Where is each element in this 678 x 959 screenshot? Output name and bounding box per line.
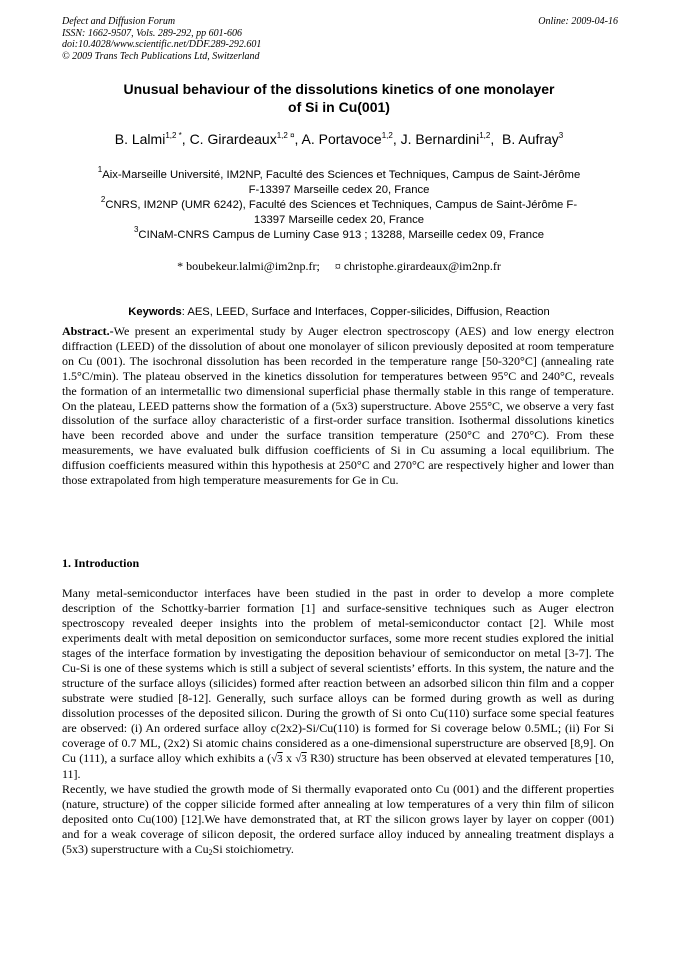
contact-emails: [60, 259, 618, 273]
author-affil-mark: 1,2: [479, 131, 491, 140]
author-list: B. Lalmi$^{1,2 *}$, C. Girardeaux$^{1,2 ¤}$, A. Portavoce$^{1,2}$, J. Bernardini$^{1,2}$, B. Aufray$^3$: [114, 131, 564, 147]
author-name: A. Portavoce: [301, 131, 382, 147]
title-line-1: Unusual behaviour of the dissolutions kinetics of one monolayer: [123, 81, 555, 97]
journal-name: Defect and Diffusion Forum: [62, 16, 176, 27]
author-name: C. Girardeaux: [189, 131, 277, 147]
online-date: Online: 2009-04-16: [538, 16, 618, 27]
affiliation-item: $^1$Aix-Marseille Université, IM2NP, Faculté des Sciences et Techniques, Campus de Saint-Jérôme F-13397 Marseille cedex 20, France: [97, 165, 581, 196]
abstract: [62, 324, 614, 488]
author-affil-mark: 3: [558, 131, 564, 140]
paragraph: Recently, we have studied the growth mode of Si thermally evaporated onto Cu (001) and the different properties (nature, structure) of the copper silicide formed after annealing at low temperatures of a very thin film of silicon deposited onto Cu(100) [12].We have demonstrated that, at RT the silicon grows layer by layer on copper (001) and for a weak coverage of silicon deposit, the ordered surface alloy induced by annealing treatment displays a (5x3) superstructure with a $Cu_2Si$ stoichiometry.: [62, 782, 614, 857]
copyright-line: © 2009 Trans Tech Publications Ltd, Switzerland: [62, 50, 260, 62]
doi-line: doi:10.4028/www.scientific.net/DDF.289-292.601: [62, 39, 262, 50]
author-name: B. Aufray: [501, 131, 559, 147]
email-link[interactable]: * boubekeur.lalmi@im2np.fr;: [177, 259, 320, 273]
email-link[interactable]: ¤ christophe.girardeaux@im2np.fr: [334, 259, 501, 273]
affiliations: [60, 165, 618, 243]
sqrt-symbol: √3: [295, 753, 307, 765]
author-affil-mark: 1,2: [381, 131, 393, 140]
title-line-2: of Si in Cu(001): [288, 99, 390, 115]
author-affil-mark: 1,2 *: [165, 131, 182, 140]
paper-title: [60, 80, 618, 116]
issn-line: ISSN: 1662-9507, Vols. 289-292, pp 601-606: [62, 27, 242, 39]
abstract-text: We present an experimental study by Auger electron spectroscopy (AES) and low energy electron diffraction (LEED) of the dissolution of about one monolayer of silicon previously deposited at room temperature on Cu (001). The isochronal dissolution has been recorded in the temperature range [50-320°C] (annealing rate 1.5°C/min). The plateau observed in the kinetics dissolution for temperatures between 95°C and 240°C, reveals the formation of an intermetallic two dimensional superficial phase thermally stable in this range of temperature. On the plateau, LEED patterns show the formation of a (5x3) superstructure. Above 255°C, we observe a very fast dissolution of the surface alloy characteristic of a first-order surface transition. Isothermal dissolutions kinetics have been recorded above and under the surface transition temperature (250°C and 270°C). From these measurements, we have evaluated bulk diffusion coefficients of Si in Cu assuming a local equilibrium. The diffusion coefficients measured within this hypothesis at 250°C and 270°C are respectively higher and lower than those extrapolated from high temperature measurements for Ge in Cu.: [62, 324, 614, 488]
keywords-text: : AES, LEED, Surface and Interfaces, Copper-silicides, Diffusion, Reaction: [181, 306, 550, 318]
affiliation-item: $^3$CINaM-CNRS Campus de Luminy Case 913 ; 13288, Marseille cedex 09, France: [133, 225, 545, 241]
paragraph: Many metal-semiconductor interfaces have been studied in the past in order to develop a more complete description of the Schottky-barrier formation [1] and surface-sensitive techniques such as Auger electron spectroscopy revealed deeper insights into the problem of metal-semiconductor contact [2]. While most experiments dealt with metal deposition on semiconductor surfaces, some more recent studies explored the initial stages of the interface formation by investigating the deposition behaviour of semiconductor on metal [3-7]. The Cu-Si is one of these systems which is still a subject of several scientists’ efforts. In this system, the nature and the structure of the surface alloys (silicides) formed after reaction between an adsorbed silicon thin film and a copper substrate were studied [8-12]. Generally, such surface alloys can be formed during growth as well as during dissolution processes of the deposited silicon. During the growth of Si onto Cu(110) surface some special features are observed: (i) An ordered surface alloy c(2x2)-Si/Cu(110) is formed for Si coverage below 0.5ML; (ii) For Si coverage of 0.7 ML, (2x2) Si atomic chains considered as a one-dimensional superstructure are observed [8,9]. On Cu (111), a surface alloy which exhibits a (√3 x √3 R30) structure has been observed at elevated temperatures [10, 11].: [62, 586, 614, 781]
author-affil-mark: 1,2 ¤: [276, 131, 295, 140]
sqrt-symbol: √3: [271, 753, 283, 765]
author-name: B. Lalmi: [114, 131, 166, 147]
keywords-label: Keywords: [128, 306, 182, 318]
abstract-label: Abstract.-: [62, 324, 114, 338]
keywords: [60, 305, 618, 319]
introduction-body: [62, 586, 614, 857]
journal-header: [62, 16, 618, 62]
affiliation-item: $^2$CNRS, IM2NP (UMR 6242), Faculté des Sciences et Techniques, Campus de Saint-Jérôme F- 13397 Marseille cedex 20, France: [100, 195, 578, 226]
section-heading: 1. Introduction: [62, 556, 140, 570]
author-name: J. Bernardini: [400, 131, 480, 147]
